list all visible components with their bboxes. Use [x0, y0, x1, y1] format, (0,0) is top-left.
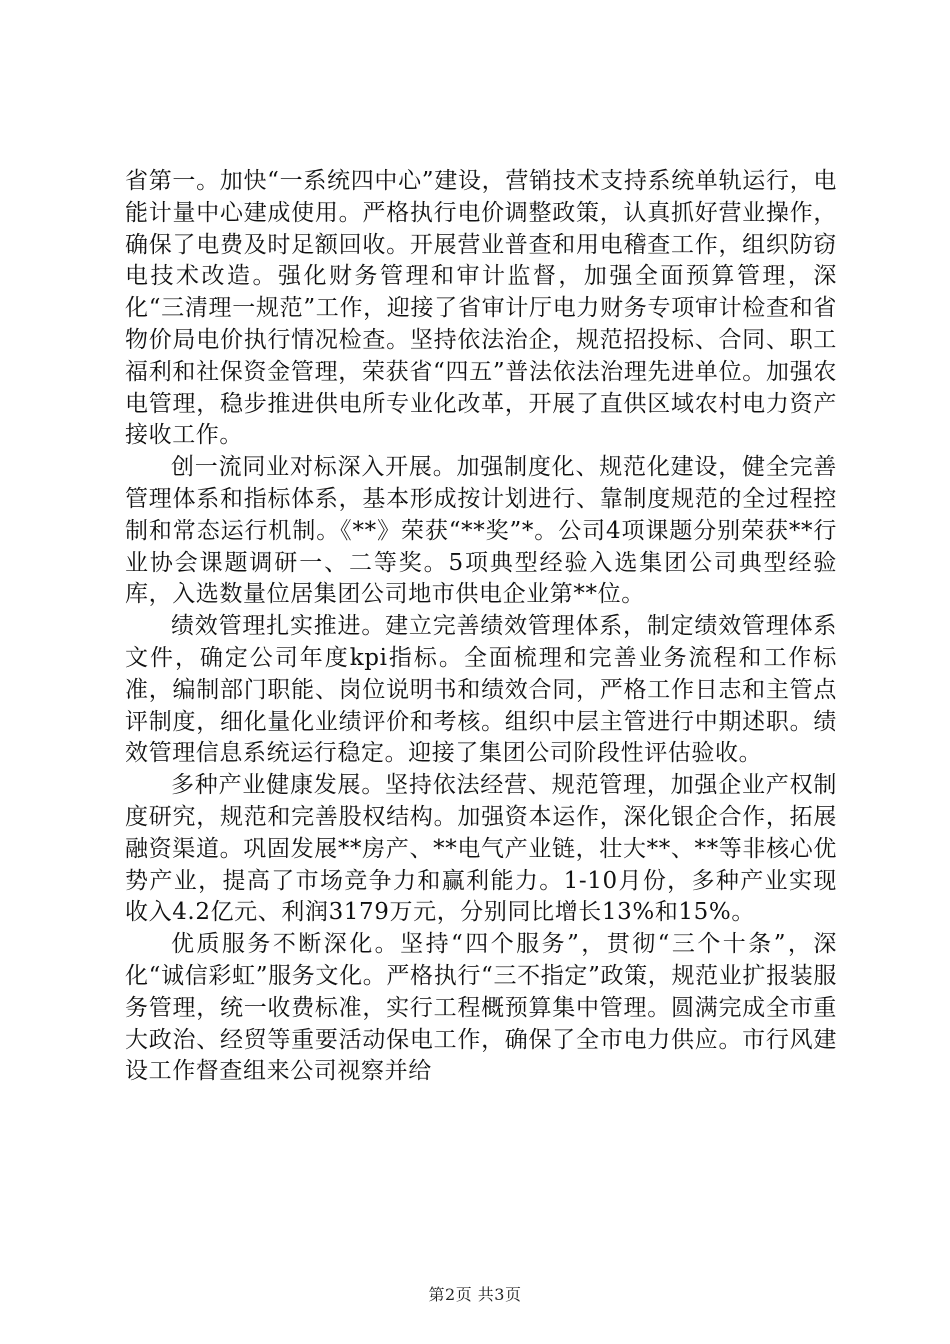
- paragraph-performance-management: 绩效管理扎实推进。建立完善绩效管理体系，制定绩效管理体系文件，确定公司年度kpi指标。全面梳理和完善业务流程和工作标准，编制部门职能、岗位说明书和绩效合同，严格工作日志和主管点评制度，细化量化业绩评价和考核。组织中层主管进行中期述职。绩效管理信息系统运行稳定。迎接了集团公司阶段性评估验收。: [125, 613, 837, 767]
- document-body: [125, 166, 837, 1088]
- paragraph-benchmarking: 创一流同业对标深入开展。加强制度化、规范化建设，健全完善管理体系和指标体系，基本形成按计划进行、靠制度规范的全过程控制和常态运行机制。《**》荣获“**奖”*。公司4项课题分别荣获**行业协会课题调研一、二等奖。5项典型经验入选集团公司典型经验库，入选数量位居集团公司地市供电企业第**位。: [125, 454, 837, 608]
- paragraph-diversified-industry: 多种产业健康发展。坚持依法经营、规范管理，加强企业产权制度研究，规范和完善股权结构。加强资本运作，深化银企合作，拓展融资渠道。巩固发展**房产、**电气产业链，壮大**、**等非核心优势产业，提高了市场竞争力和赢利能力。1-10月份，多种产业实现收入4.2亿元、利润3179万元，分别同比增长13%和15%。: [125, 772, 837, 926]
- paragraph-continuation: 省第一。加快“一系统四中心”建设，营销技术支持系统单轨运行，电能计量中心建成使用。严格执行电价调整政策，认真抓好营业操作，确保了电费及时足额回收。开展营业普查和用电稽查工作，组织防窃电技术改造。强化财务管理和审计监督，加强全面预算管理，深化“三清理一规范”工作，迎接了省审计厅电力财务专项审计检查和省物价局电价执行情况检查。坚持依法治企，规范招投标、合同、职工福利和社保资金管理，荣获省“四五”普法依法治理先进单位。加强农电管理，稳步推进供电所专业化改革，开展了直供区域农村电力资产接收工作。: [125, 168, 837, 449]
- page-number-footer: 第2页 共3页: [428, 1285, 522, 1304]
- paragraph-quality-service: 优质服务不断深化。坚持“四个服务”，贯彻“三个十条”，深化“诚信彩虹”服务文化。严格执行“三不指定”政策，规范业扩报装服务管理，统一收费标准，实行工程概预算集中管理。圆满完成全市重大政治、经贸等重要活动保电工作，确保了全市电力供应。市行风建设工作督查组来公司视察并给: [125, 931, 837, 1085]
